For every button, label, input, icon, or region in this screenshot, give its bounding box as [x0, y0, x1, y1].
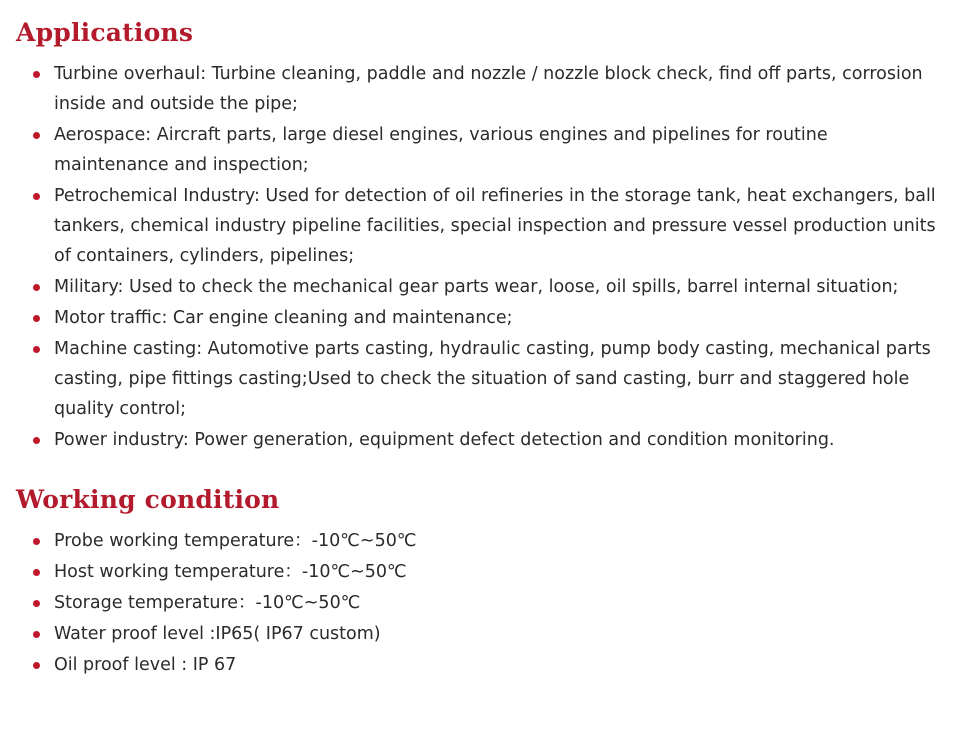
- list-item: [16, 557, 944, 587]
- list-item: [16, 334, 944, 424]
- list-item-text: Water proof level :IP65( IP67 custom): [54, 624, 381, 644]
- list-item: [16, 181, 944, 271]
- bullet-dot-icon: [33, 538, 40, 545]
- bullet-dot-icon: [33, 631, 40, 638]
- list-item: [16, 120, 944, 180]
- list-item-text: Motor traffic: Car engine cleaning and maintenance;: [54, 308, 513, 328]
- bullet-dot-icon: [33, 71, 40, 78]
- list-item-text: Power industry: Power generation, equipment defect detection and condition monitoring.: [54, 430, 835, 450]
- section-applications: [16, 18, 944, 455]
- list-item: [16, 59, 944, 119]
- list-item: [16, 272, 944, 302]
- bullet-dot-icon: [33, 284, 40, 291]
- page-title-working-condition: Working condition: [16, 485, 280, 514]
- applications-list: [16, 59, 944, 455]
- bullet-dot-icon: [33, 193, 40, 200]
- section-working-condition: [16, 485, 944, 680]
- list-item-text: Storage temperature：-10℃~50℃: [54, 593, 361, 613]
- list-item: [16, 619, 944, 649]
- bullet-dot-icon: [33, 437, 40, 444]
- list-item-text: Oil proof level : IP 67: [54, 655, 237, 675]
- list-item-text: Aerospace: Aircraft parts, large diesel engines, various engines and pipelines for routine maintenance and inspection;: [54, 125, 828, 175]
- bullet-dot-icon: [33, 662, 40, 669]
- bullet-dot-icon: [33, 569, 40, 576]
- list-item: [16, 588, 944, 618]
- page-title-applications: Applications: [16, 18, 194, 47]
- list-item-text: Probe working temperature：-10℃~50℃: [54, 531, 417, 551]
- list-item: [16, 526, 944, 556]
- working-condition-list: [16, 526, 944, 680]
- list-item-text: Machine casting: Automotive parts casting, hydraulic casting, pump body casting, mechanical parts casting, pipe fittings casting;Used to check the situation of sand casting, burr and staggered hole quality control;: [54, 339, 931, 419]
- list-item-text: Military: Used to check the mechanical gear parts wear, loose, oil spills, barrel internal situation;: [54, 277, 899, 297]
- list-item: [16, 425, 944, 455]
- bullet-dot-icon: [33, 600, 40, 607]
- bullet-dot-icon: [33, 315, 40, 322]
- list-item: [16, 650, 944, 680]
- bullet-dot-icon: [33, 346, 40, 353]
- list-item-text: Turbine overhaul: Turbine cleaning, paddle and nozzle / nozzle block check, find off parts, corrosion inside and outside the pipe;: [54, 64, 923, 114]
- list-item-text: Petrochemical Industry: Used for detection of oil refineries in the storage tank, heat exchangers, ball tankers, chemical industry pipeline facilities, special inspection and pressure vessel production units of containers, cylinders, pipelines;: [54, 186, 936, 266]
- list-item-text: Host working temperature：-10℃~50℃: [54, 562, 407, 582]
- list-item: [16, 303, 944, 333]
- bullet-dot-icon: [33, 132, 40, 139]
